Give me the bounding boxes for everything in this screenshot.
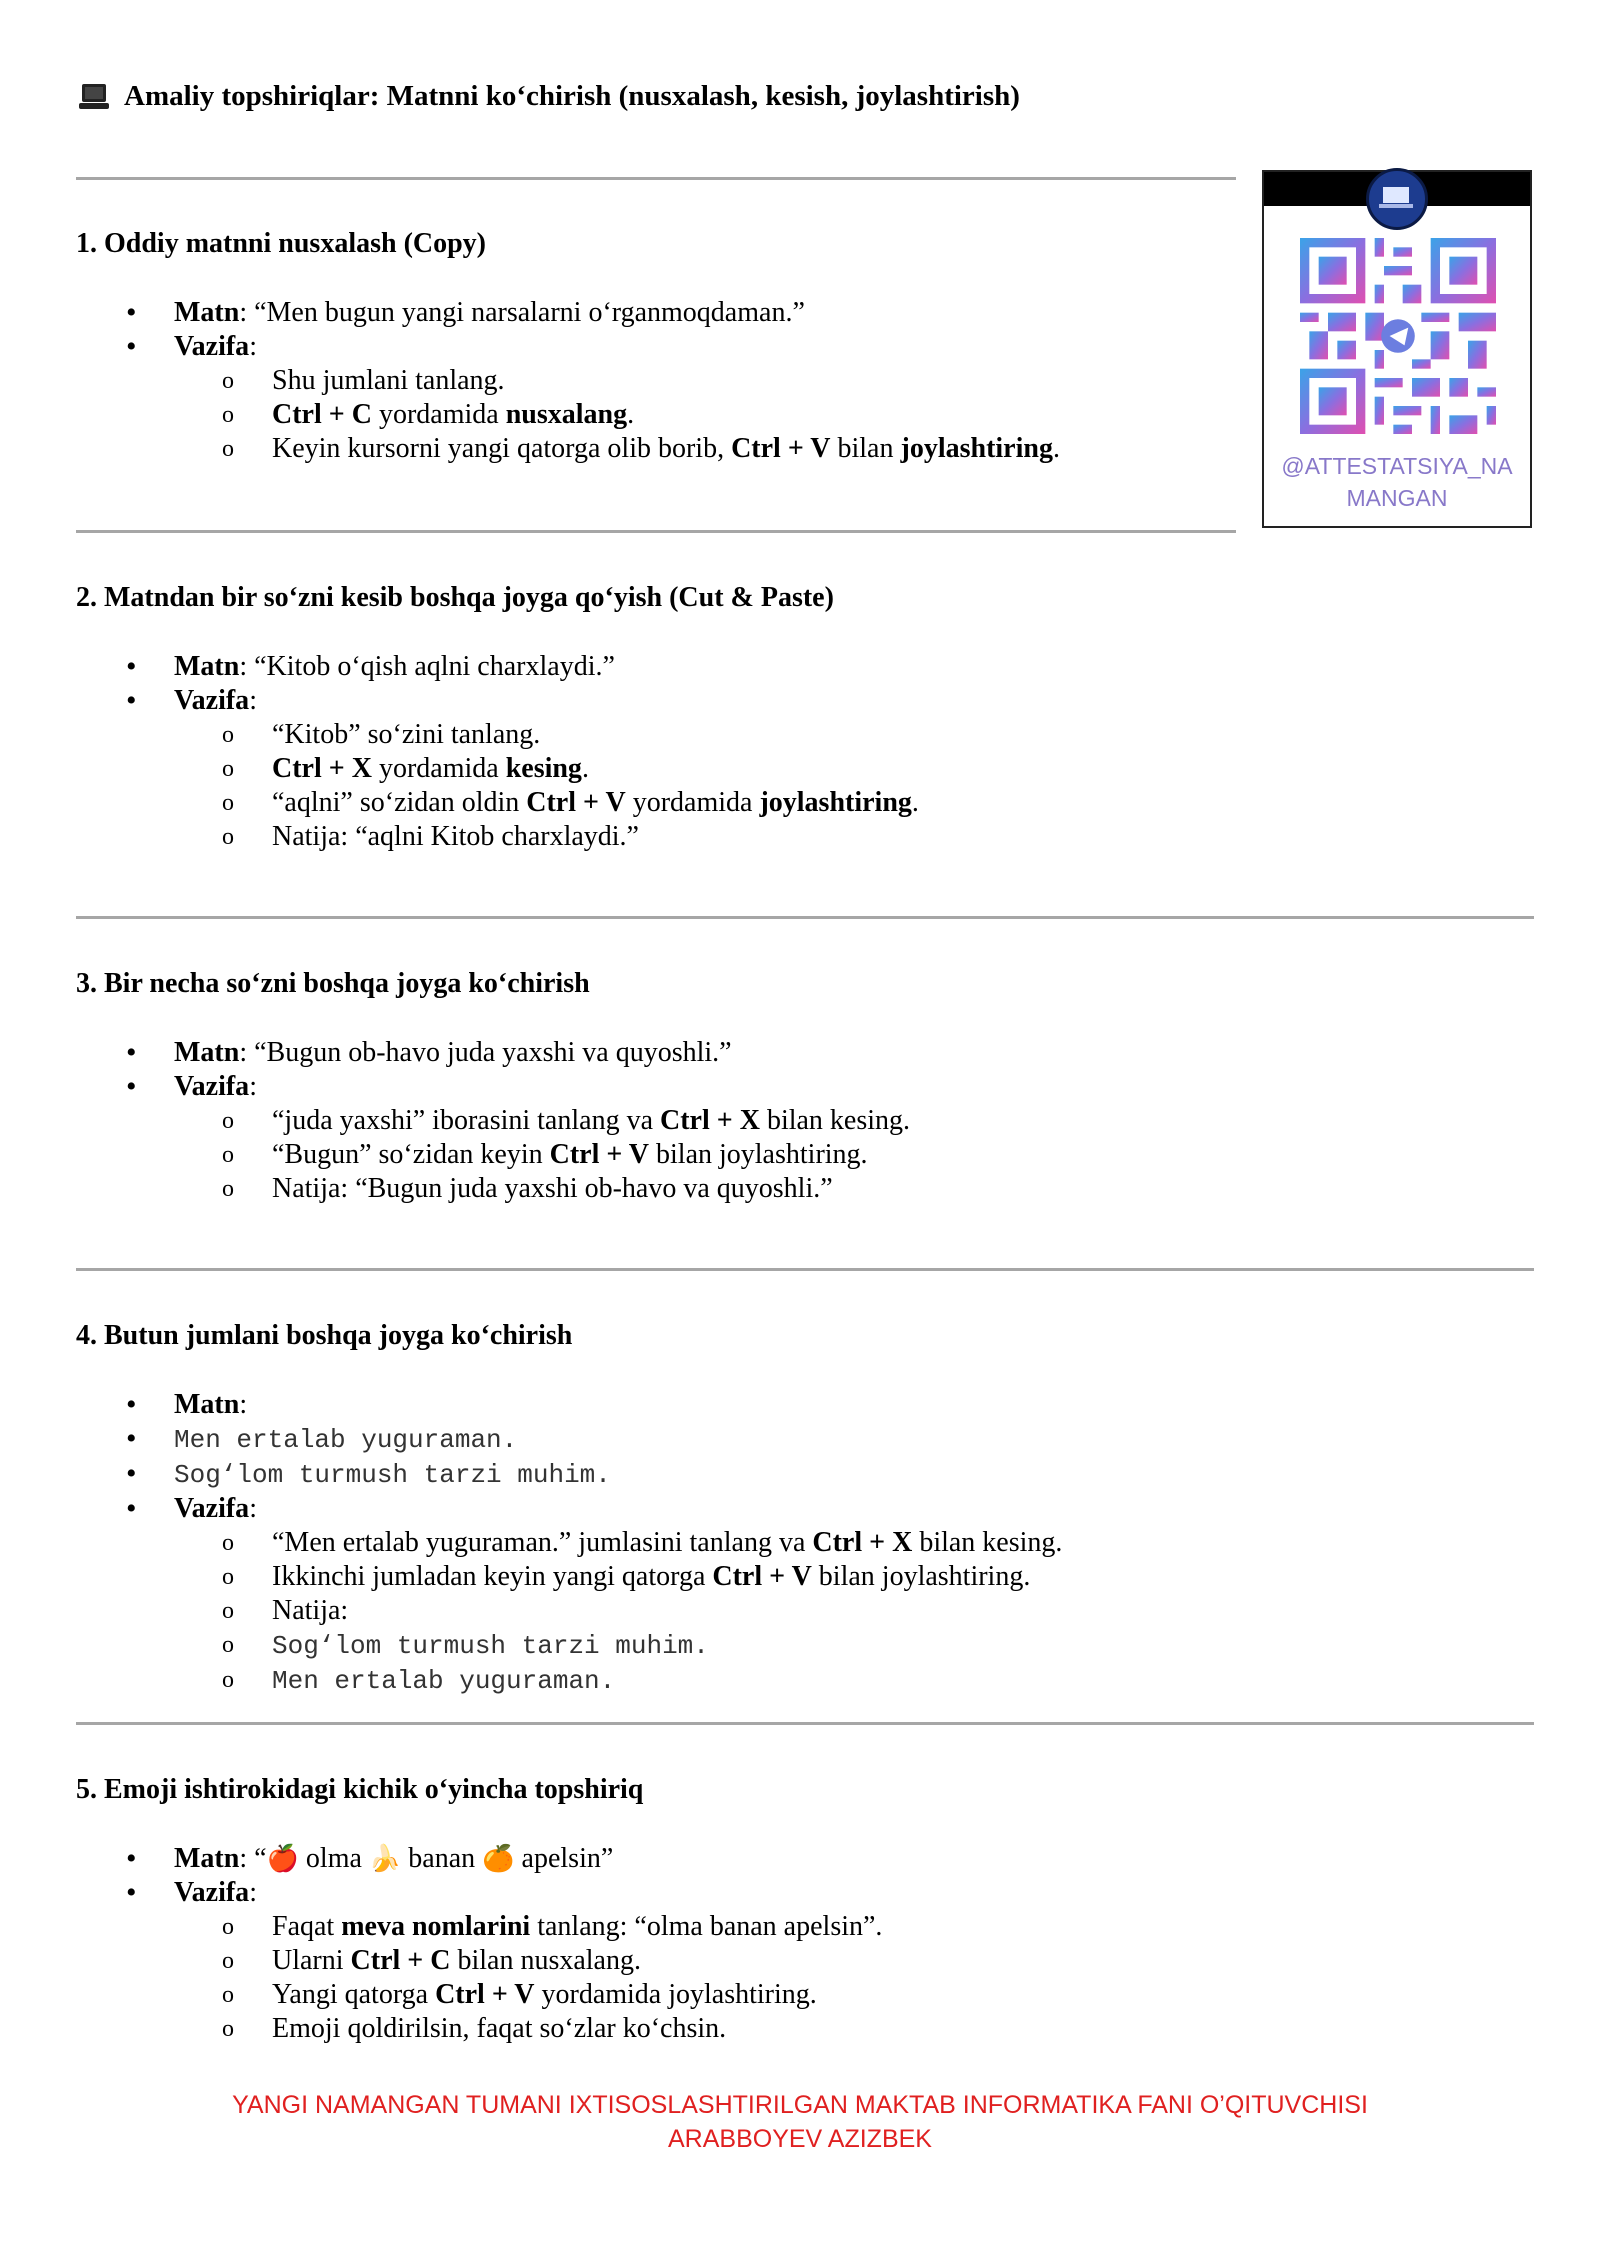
section-5: [76, 1770, 1536, 2046]
list-item: • Vazifa:: [76, 330, 1536, 364]
sub-item: o Yangi qatorga Ctrl + V yordamida joylashtiring.: [76, 1978, 1536, 2012]
sub-item: o Ctrl + X yordamida kesing.: [76, 752, 1536, 786]
section-4: [76, 1316, 1536, 1698]
sub-item: o Natija: “aqlni Kitob charxlaydi.”: [76, 820, 1536, 854]
list-item: • Sog‘lom turmush tarzi muhim.: [76, 1457, 1536, 1492]
sub-item: o Ctrl + C yordamida nusxalang.: [76, 398, 1536, 432]
footer-line1: YANGI NAMANGAN TUMANI IXTISOSLASHTIRILGAN MAKTAB INFORMATIKA FANI O’QITUVCHISI: [232, 2091, 1368, 2119]
divider: [76, 916, 1534, 919]
list-item: • Vazifa:: [76, 684, 1536, 718]
sub-item: o Faqat meva nomlarini tanlang: “olma banan apelsin”.: [76, 1910, 1536, 1944]
laptop-avatar-icon: [1369, 171, 1425, 227]
sub-item: o “Kitob” so‘zini tanlang.: [76, 718, 1536, 752]
divider: [76, 530, 1236, 533]
sub-item: o Natija:: [76, 1594, 1536, 1628]
sub-item: o Keyin kursorni yangi qatorga olib borib, Ctrl + V bilan joylashtiring.: [76, 432, 1536, 466]
sub-item: o “Men ertalab yuguraman.” jumlasini tanlang va Ctrl + X bilan kesing.: [76, 1526, 1536, 1560]
divider: [76, 177, 1236, 180]
task-list: [76, 1388, 1536, 1698]
section-heading: 4. Butun jumlani boshqa joyga ko‘chirish: [76, 1320, 573, 1351]
footer-line2: ARABBOYEV AZIZBEK: [668, 2125, 932, 2153]
list-item: • Matn: “Kitob o‘qish aqlni charxlaydi.”: [76, 650, 1536, 684]
page-title-text: Amaliy topshiriqlar: Matnni ko‘chirish (nusxalash, kesish, joylashtirish): [124, 80, 1020, 112]
sub-item: o “Bugun” so‘zidan keyin Ctrl + V bilan joylashtiring.: [76, 1138, 1536, 1172]
section-heading: 5. Emoji ishtirokidagi kichik o‘yincha topshiriq: [76, 1774, 644, 1805]
sub-item: o Emoji qoldirilsin, faqat so‘zlar ko‘chsin.: [76, 2012, 1536, 2046]
sub-item: o Natija: “Bugun juda yaxshi ob-havo va quyoshli.”: [76, 1172, 1536, 1206]
qr-handle-line2: MANGAN: [1346, 485, 1448, 511]
sub-item: o Ikkinchi jumladan keyin yangi qatorga Ctrl + V bilan joylashtiring.: [76, 1560, 1536, 1594]
banana-icon: 🍌: [368, 1844, 402, 1874]
orange-icon: 🍊: [482, 1844, 515, 1874]
section-heading: 1. Oddiy matnni nusxalash (Copy): [76, 228, 487, 259]
list-item: • Men ertalab yuguraman.: [76, 1422, 1536, 1457]
task-list: [76, 296, 1536, 466]
list-item: • Vazifa:: [76, 1876, 1536, 1910]
task-list: [76, 650, 1536, 854]
list-item: • Matn: “🍎 olma 🍌 banan 🍊 apelsin”: [76, 1842, 1536, 1876]
page-title: [78, 80, 1020, 113]
list-item: • Matn:: [76, 1388, 1536, 1422]
sub-item: o Ularni Ctrl + C bilan nusxalang.: [76, 1944, 1536, 1978]
task-list: [76, 1842, 1536, 2046]
section-heading: 3. Bir necha so‘zni boshqa joyga ko‘chirish: [76, 968, 590, 999]
list-item: • Matn: “Men bugun yangi narsalarni o‘rganmoqdaman.”: [76, 296, 1536, 330]
section-3: [76, 964, 1536, 1206]
section-heading: 2. Matndan bir so‘zni kesib boshqa joyga qo‘yish (Cut & Paste): [76, 582, 834, 613]
task-list: [76, 1036, 1536, 1206]
list-item: • Matn: “Bugun ob-havo juda yaxshi va quyoshli.”: [76, 1036, 1536, 1070]
list-item: • Vazifa:: [76, 1070, 1536, 1104]
divider: [76, 1268, 1534, 1271]
sub-item: o “aqlni” so‘zidan oldin Ctrl + V yordamida joylashtiring.: [76, 786, 1536, 820]
channel-avatar: [1366, 168, 1428, 230]
sub-item: o Sog‘lom turmush tarzi muhim.: [76, 1628, 1536, 1663]
apple-icon: 🍎: [266, 1844, 299, 1874]
sub-item: o Men ertalab yuguraman.: [76, 1663, 1536, 1698]
author-footer: [230, 2088, 1370, 2156]
qr-handle-line1: @ATTESTATSIYA_NA: [1281, 453, 1513, 479]
laptop-icon: [78, 81, 110, 113]
sub-item: o “juda yaxshi” iborasini tanlang va Ctrl + X bilan kesing.: [76, 1104, 1536, 1138]
list-item: • Vazifa:: [76, 1492, 1536, 1526]
sub-item: o Shu jumlani tanlang.: [76, 364, 1536, 398]
section-2: [76, 578, 1536, 854]
divider: [76, 1722, 1534, 1725]
section-1: [76, 224, 1536, 466]
